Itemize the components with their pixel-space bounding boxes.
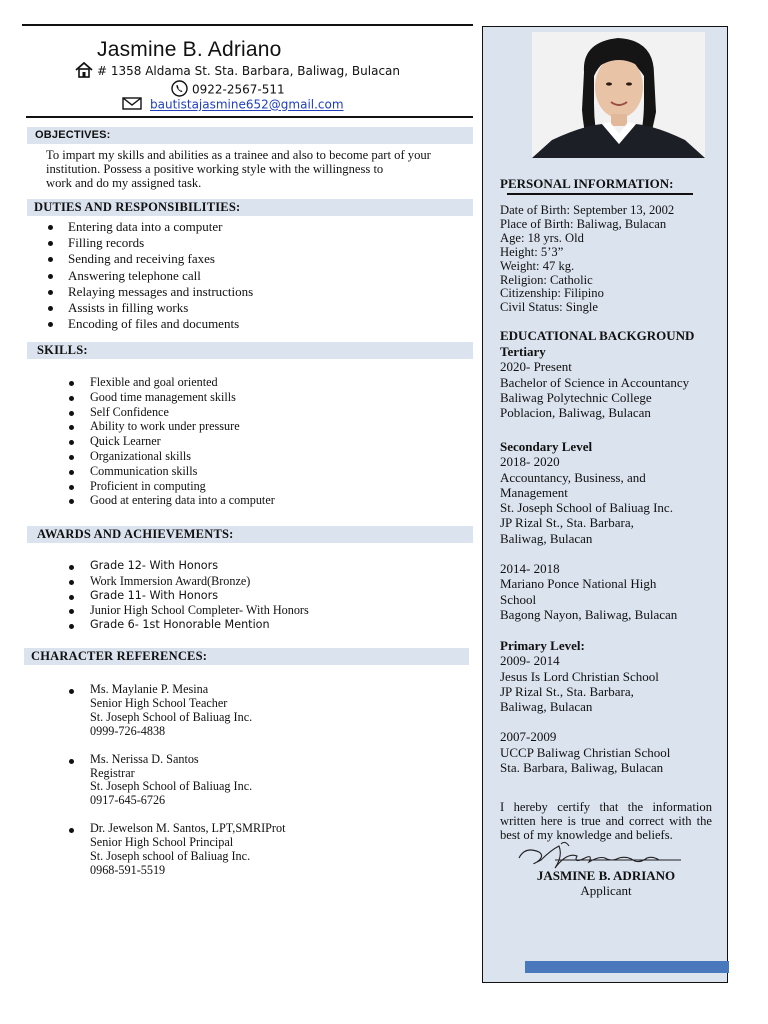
bottom-accent-bar [525,961,729,973]
list-item: Good at entering data into a computer [90,493,275,508]
objectives-heading: OBJECTIVES: [27,127,473,144]
personal-info-heading: PERSONAL INFORMATION: [500,176,674,191]
list-item: Communication skills [90,464,275,479]
applicant-photo [532,32,705,158]
applicant-name: Jasmine B. Adriano [97,38,282,61]
reference-item: Ms. Maylanie P. Mesina Senior High School Teacher St. Joseph School of Baliuag Inc. 0999-726-4838 [90,683,285,739]
skills-heading: SKILLS: [27,342,473,359]
secondary-block: Secondary Level 2018- 2020 Accountancy, Business, and Management St. Joseph School of Baliuag Inc. JP Rizal St., Sta. Barbara, Baliwag, Bulacan 2014- 2018 Mariano Ponce National High School Bagong Nayon, Baliwag, Bulacan [500,439,678,622]
reference-item: Ms. Nerissa D. Santos Registrar St. Joseph School of Baliuag Inc. 0917-645-6726 [90,753,285,809]
list-item: Answering telephone call [68,268,253,284]
top-rule [22,24,473,26]
personal-info-details: Date of Birth: September 13, 2002 Place of Birth: Baliwag, Bulacan Age: 18 yrs. Old Height: 5’3” Weight: 47 kg. Religion: Catholic Citizenship: Filipino Civil Status: Single [500,203,675,315]
objectives-text: To impart my skills and abilities as a trainee and also to become part of your institution. Possess a positive working style with the willingness to work and do my assigned task. [46,148,431,190]
list-item: Flexible and goal oriented [90,375,275,390]
list-item: Self Confidence [90,405,275,420]
list-item: Sending and receiving faxes [68,251,253,267]
list-item: Grade 12- With Honors [90,559,309,574]
references-heading: CHARACTER REFERENCES: [24,648,469,665]
house-icon [75,62,93,81]
references-list [90,683,285,892]
duties-list [68,219,253,332]
email-line [122,97,344,113]
list-item: Ability to work under pressure [90,419,275,434]
list-item: Relaying messages and instructions [68,283,254,299]
personal-info-rule [507,193,693,195]
list-item: Entering data into a computer [68,219,253,235]
list-item: Proficient in computing [90,479,275,494]
list-item: Assists in filling works [68,300,253,316]
skills-list [90,375,275,508]
duties-heading: DUTIES AND RESPONSIBILITIES: [27,199,473,216]
envelope-icon [122,97,142,113]
list-item: Grade 11- With Honors [90,589,309,604]
certification-text: I hereby certify that the information written here is true and correct with the best of my knowledge and beliefs. [500,800,712,842]
phone-text: 0922-2567-511 [192,82,285,97]
awards-list [90,559,309,633]
list-item: Good time management skills [90,390,275,405]
list-item: Junior High School Completer- With Honors [90,603,309,618]
list-item: Organizational skills [90,449,275,464]
list-item: Grade 6- 1st Honorable Mention [90,618,309,633]
tertiary-block: Tertiary 2020- Present Bachelor of Science in Accountancy Baliwag Polytechnic College Poblacion, Baliwag, Bulacan [500,344,690,421]
awards-heading: AWARDS AND ACHIEVEMENTS: [27,526,473,543]
address-line [75,62,400,81]
address-text: # 1358 Aldama St. Sta. Barbara, Baliwag, Bulacan [97,64,401,78]
education-heading: EDUCATIONAL BACKGROUND [500,328,695,343]
signature-role: Applicant [580,883,632,898]
primary-block: Primary Level: 2009- 2014 Jesus Is Lord Christian School JP Rizal St., Sta. Barbara, Baliwag, Bulacan 2007-2009 UCCP Baliwag Christian School Sta. Barbara, Baliwag, Bulacan [500,638,671,776]
list-item: Filling records [68,235,253,251]
list-item: Work Immersion Award(Bronze) [90,574,309,589]
header-rule [26,116,473,118]
signature-name: JASMINE B. ADRIANO [536,868,676,883]
list-item: Quick Learner [90,434,275,449]
list-item: Encoding of files and documents [68,316,253,332]
reference-item: Dr. Jewelson M. Santos, LPT,SMRIProt Senior High School Principal St. Joseph school of Baliuag Inc. 0968-591-5519 [90,821,286,877]
email-link[interactable]: bautistajasmine652@gmail.com [150,97,344,112]
